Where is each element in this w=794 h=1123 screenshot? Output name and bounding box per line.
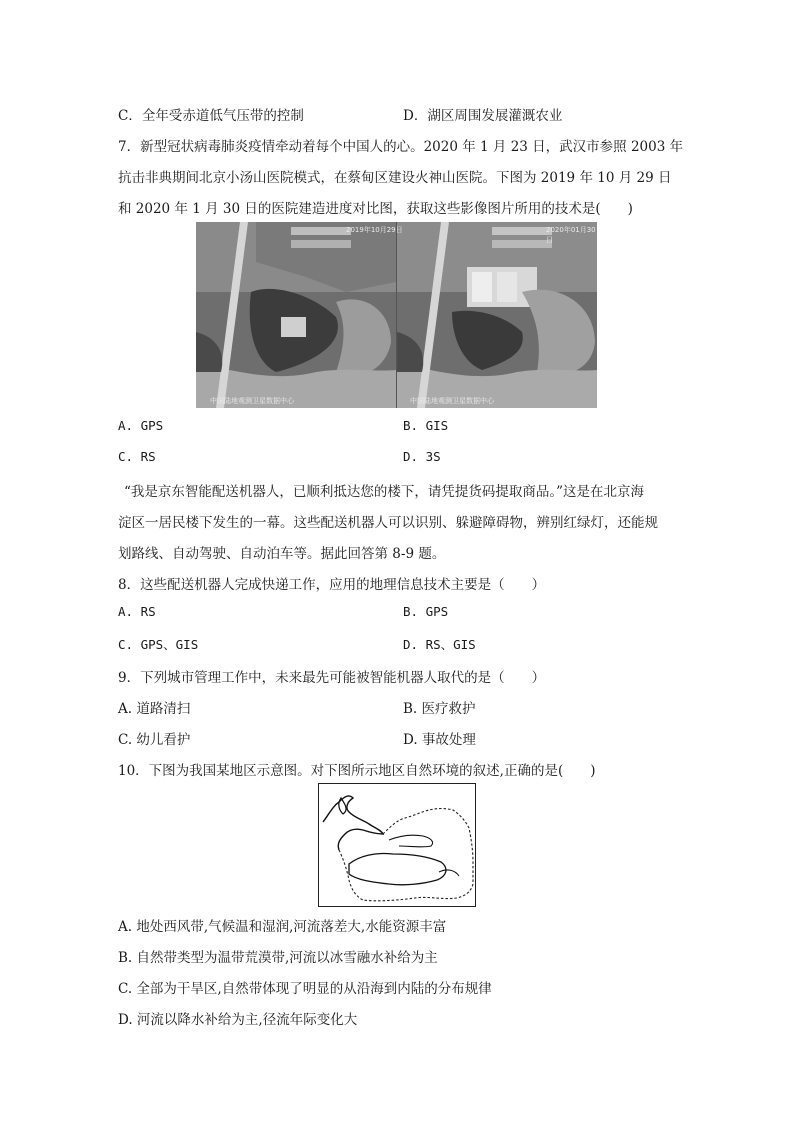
- image-date-right: 2020年01月30日: [546, 226, 596, 244]
- q9-stem: 9．下列城市管理工作中，未来最先可能被智能机器人取代的是（ ）: [118, 670, 546, 686]
- q6-option-c: C．全年受赤道低气压带的控制: [118, 108, 304, 124]
- q9-option-c: C. 幼儿看护: [118, 732, 191, 748]
- q7-option-b: B. GIS: [403, 418, 449, 433]
- passage-line3: 划路线、自动驾驶、自动泊车等。据此回答第 8-9 题。: [118, 546, 446, 562]
- q8-stem: 8．这些配送机器人完成快递工作，应用的地理信息技术主要是（ ）: [118, 577, 546, 593]
- q7-stem-line3: 和 2020 年 1 月 30 日的医院建造进度对比图，获取这些影像图片所用的技术是( ): [118, 201, 633, 217]
- q10-option-d: D. 河流以降水补给为主,径流年际变化大: [118, 1012, 358, 1028]
- region-outline-svg: [319, 784, 475, 906]
- q9-option-a: A. 道路清扫: [118, 701, 191, 717]
- q10-stem: 10．下图为我国某地区示意图。对下图所示地区自然环境的叙述,正确的是( ): [118, 763, 596, 779]
- q7-stem-line1: 7．新型冠状病毒肺炎疫情牵动着每个中国人的心。2020 年 1 月 23 日，武汉市参照 2003 年: [118, 139, 684, 155]
- image-caption-left: 中国陆地观测卫星数据中心: [210, 397, 294, 405]
- q8-option-a: A. RS: [118, 604, 156, 619]
- region-sketch-map: [318, 783, 476, 907]
- q10-option-c: C. 全部为干旱区,自然带体现了明显的从沿海到内陆的分布规律: [118, 981, 492, 997]
- passage-line1: “我是京东智能配送机器人，已顺利抵达您的楼下，请凭提货码提取商品。”这是在北京海: [124, 484, 645, 500]
- q7-stem-line2: 抗击非典期间北京小汤山医院模式，在蔡甸区建设火神山医院。下图为 2019 年 10 月 29 日: [118, 170, 672, 186]
- q7-option-d: D. 3S: [403, 449, 441, 464]
- satellite-image-2019: [196, 222, 396, 408]
- q10-option-b: B. 自然带类型为温带荒漠带,河流以冰雪融水补给为主: [118, 950, 438, 966]
- q6-option-d: D．湖区周围发展灌溉农业: [403, 108, 563, 124]
- passage-line2: 淀区一居民楼下发生的一幕。这些配送机器人可以识别、躲避障碍物，辨别红绿灯，还能规: [118, 515, 658, 531]
- q7-option-c: C. RS: [118, 449, 156, 464]
- q10-option-a: A. 地处西风带,气候温和湿润,河流落差大,水能资源丰富: [118, 919, 447, 935]
- satellite-comparison-image: [196, 222, 597, 408]
- satellite-image-2020: [397, 222, 597, 408]
- q8-option-b: B. GPS: [403, 604, 449, 619]
- q9-option-b: B. 医疗救护: [403, 701, 476, 717]
- q9-option-d: D. 事故处理: [403, 732, 476, 748]
- image-date-left: 2019年10月29日: [346, 226, 403, 234]
- q8-option-c: C. GPS、GIS: [118, 637, 199, 652]
- q8-option-d: D. RS、GIS: [403, 637, 476, 652]
- q7-option-a: A. GPS: [118, 418, 164, 433]
- image-caption-right: 中国陆地观测卫星数据中心: [410, 397, 494, 405]
